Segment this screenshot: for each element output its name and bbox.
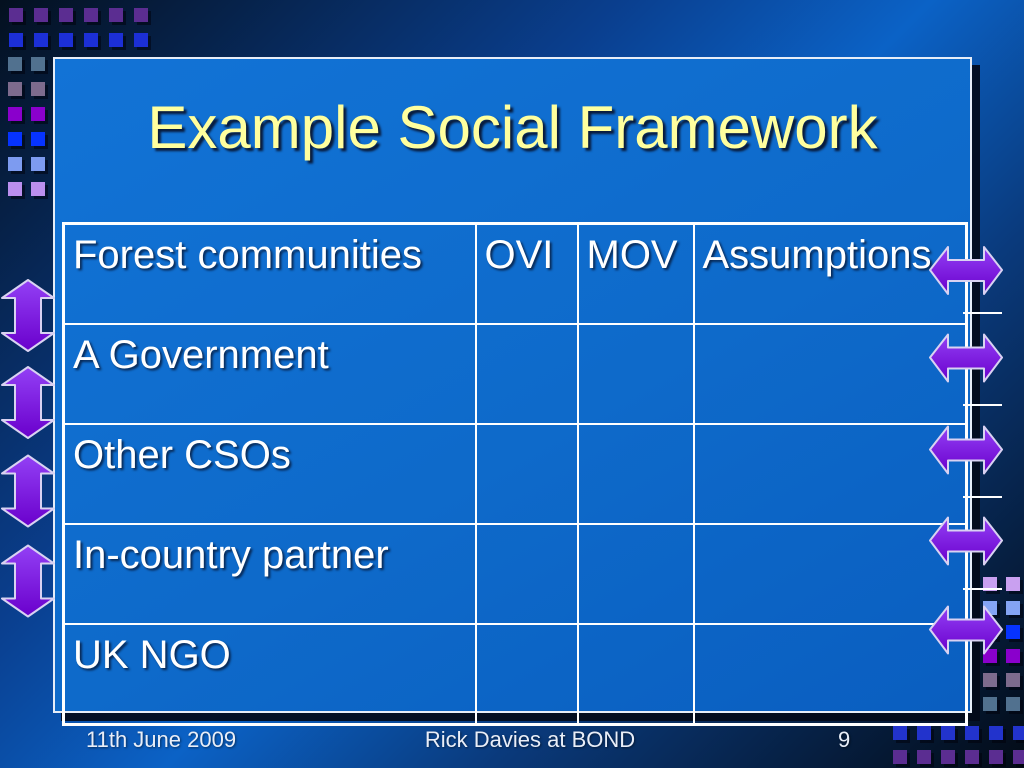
row-connector-line <box>963 312 1002 314</box>
up-down-arrow-icon <box>1 453 55 529</box>
footer-author: Rick Davies at BOND <box>424 727 636 752</box>
row-label: Other CSOs <box>64 424 476 524</box>
decor-square <box>1006 625 1020 639</box>
row-connector-line <box>963 496 1002 498</box>
decor-square <box>31 107 45 121</box>
row-connector-line <box>963 588 1002 590</box>
footer-page-number: 9 <box>838 727 851 752</box>
decor-square <box>917 726 931 740</box>
decor-square <box>965 726 979 740</box>
decor-square <box>9 33 23 47</box>
cell-mov <box>578 424 694 524</box>
decor-square <box>31 182 45 196</box>
decor-square <box>134 33 148 47</box>
row-label: In-country partner <box>64 524 476 624</box>
decor-square <box>1006 697 1020 711</box>
decor-square <box>8 157 22 171</box>
decor-square <box>34 33 48 47</box>
decor-square <box>941 750 955 764</box>
decor-square <box>893 750 907 764</box>
decor-square <box>8 107 22 121</box>
cell-ovi <box>476 324 578 424</box>
decor-square <box>1006 601 1020 615</box>
decor-square <box>965 750 979 764</box>
decor-square <box>31 57 45 71</box>
decor-square <box>84 8 98 22</box>
decor-square <box>8 82 22 96</box>
decor-square <box>1006 577 1020 591</box>
logframe-table <box>62 222 968 726</box>
up-down-arrow-icon <box>1 366 55 439</box>
decor-square <box>34 8 48 22</box>
decor-square <box>8 132 22 146</box>
column-header-assumptions: Assumptions <box>694 224 967 325</box>
cell-ovi <box>476 424 578 524</box>
cell-ovi <box>476 524 578 624</box>
cell-assumptions <box>694 524 967 624</box>
decor-square <box>983 673 997 687</box>
decor-square <box>917 750 931 764</box>
decor-square <box>983 697 997 711</box>
decor-square <box>109 33 123 47</box>
decor-square <box>989 726 1003 740</box>
footer-date: 11th June 2009 <box>86 727 237 752</box>
up-down-arrow-icon <box>1 279 55 352</box>
cell-assumptions <box>694 324 967 424</box>
left-right-arrow-icon <box>929 333 1003 383</box>
column-header-mov: MOV <box>578 224 694 325</box>
cell-assumptions <box>694 624 967 725</box>
page-title: Example Social Framework <box>147 94 878 161</box>
left-right-arrow-icon <box>929 425 1003 475</box>
decor-square <box>31 157 45 171</box>
left-right-arrow-icon <box>929 516 1003 566</box>
decor-square <box>8 182 22 196</box>
cell-mov <box>578 524 694 624</box>
left-right-arrow-icon <box>929 246 1003 295</box>
decor-square <box>1013 750 1024 764</box>
decor-square <box>134 8 148 22</box>
row-label: UK NGO <box>64 624 476 725</box>
decor-square <box>59 33 73 47</box>
table-row <box>64 324 967 424</box>
decor-square <box>31 82 45 96</box>
decor-square <box>941 726 955 740</box>
decor-square <box>8 57 22 71</box>
table-row <box>64 424 967 524</box>
table-row <box>64 624 967 725</box>
decor-square <box>1006 649 1020 663</box>
decor-square <box>893 726 907 740</box>
decor-square <box>31 132 45 146</box>
column-header-ovi: OVI <box>476 224 578 325</box>
up-down-arrow-icon <box>1 543 55 619</box>
left-right-arrow-icon <box>929 605 1003 655</box>
decor-square <box>1006 673 1020 687</box>
cell-assumptions <box>694 424 967 524</box>
decor-square <box>59 8 73 22</box>
decor-square <box>989 750 1003 764</box>
decor-square <box>109 8 123 22</box>
decor-square <box>1013 726 1024 740</box>
table-header-row <box>64 224 967 325</box>
row-label: A Government <box>64 324 476 424</box>
cell-mov <box>578 624 694 725</box>
table-row <box>64 524 967 624</box>
cell-mov <box>578 324 694 424</box>
decor-square <box>84 33 98 47</box>
row-connector-line <box>963 404 1002 406</box>
column-header-stakeholders: Forest communities <box>64 224 476 325</box>
decor-square <box>9 8 23 22</box>
cell-ovi <box>476 624 578 725</box>
